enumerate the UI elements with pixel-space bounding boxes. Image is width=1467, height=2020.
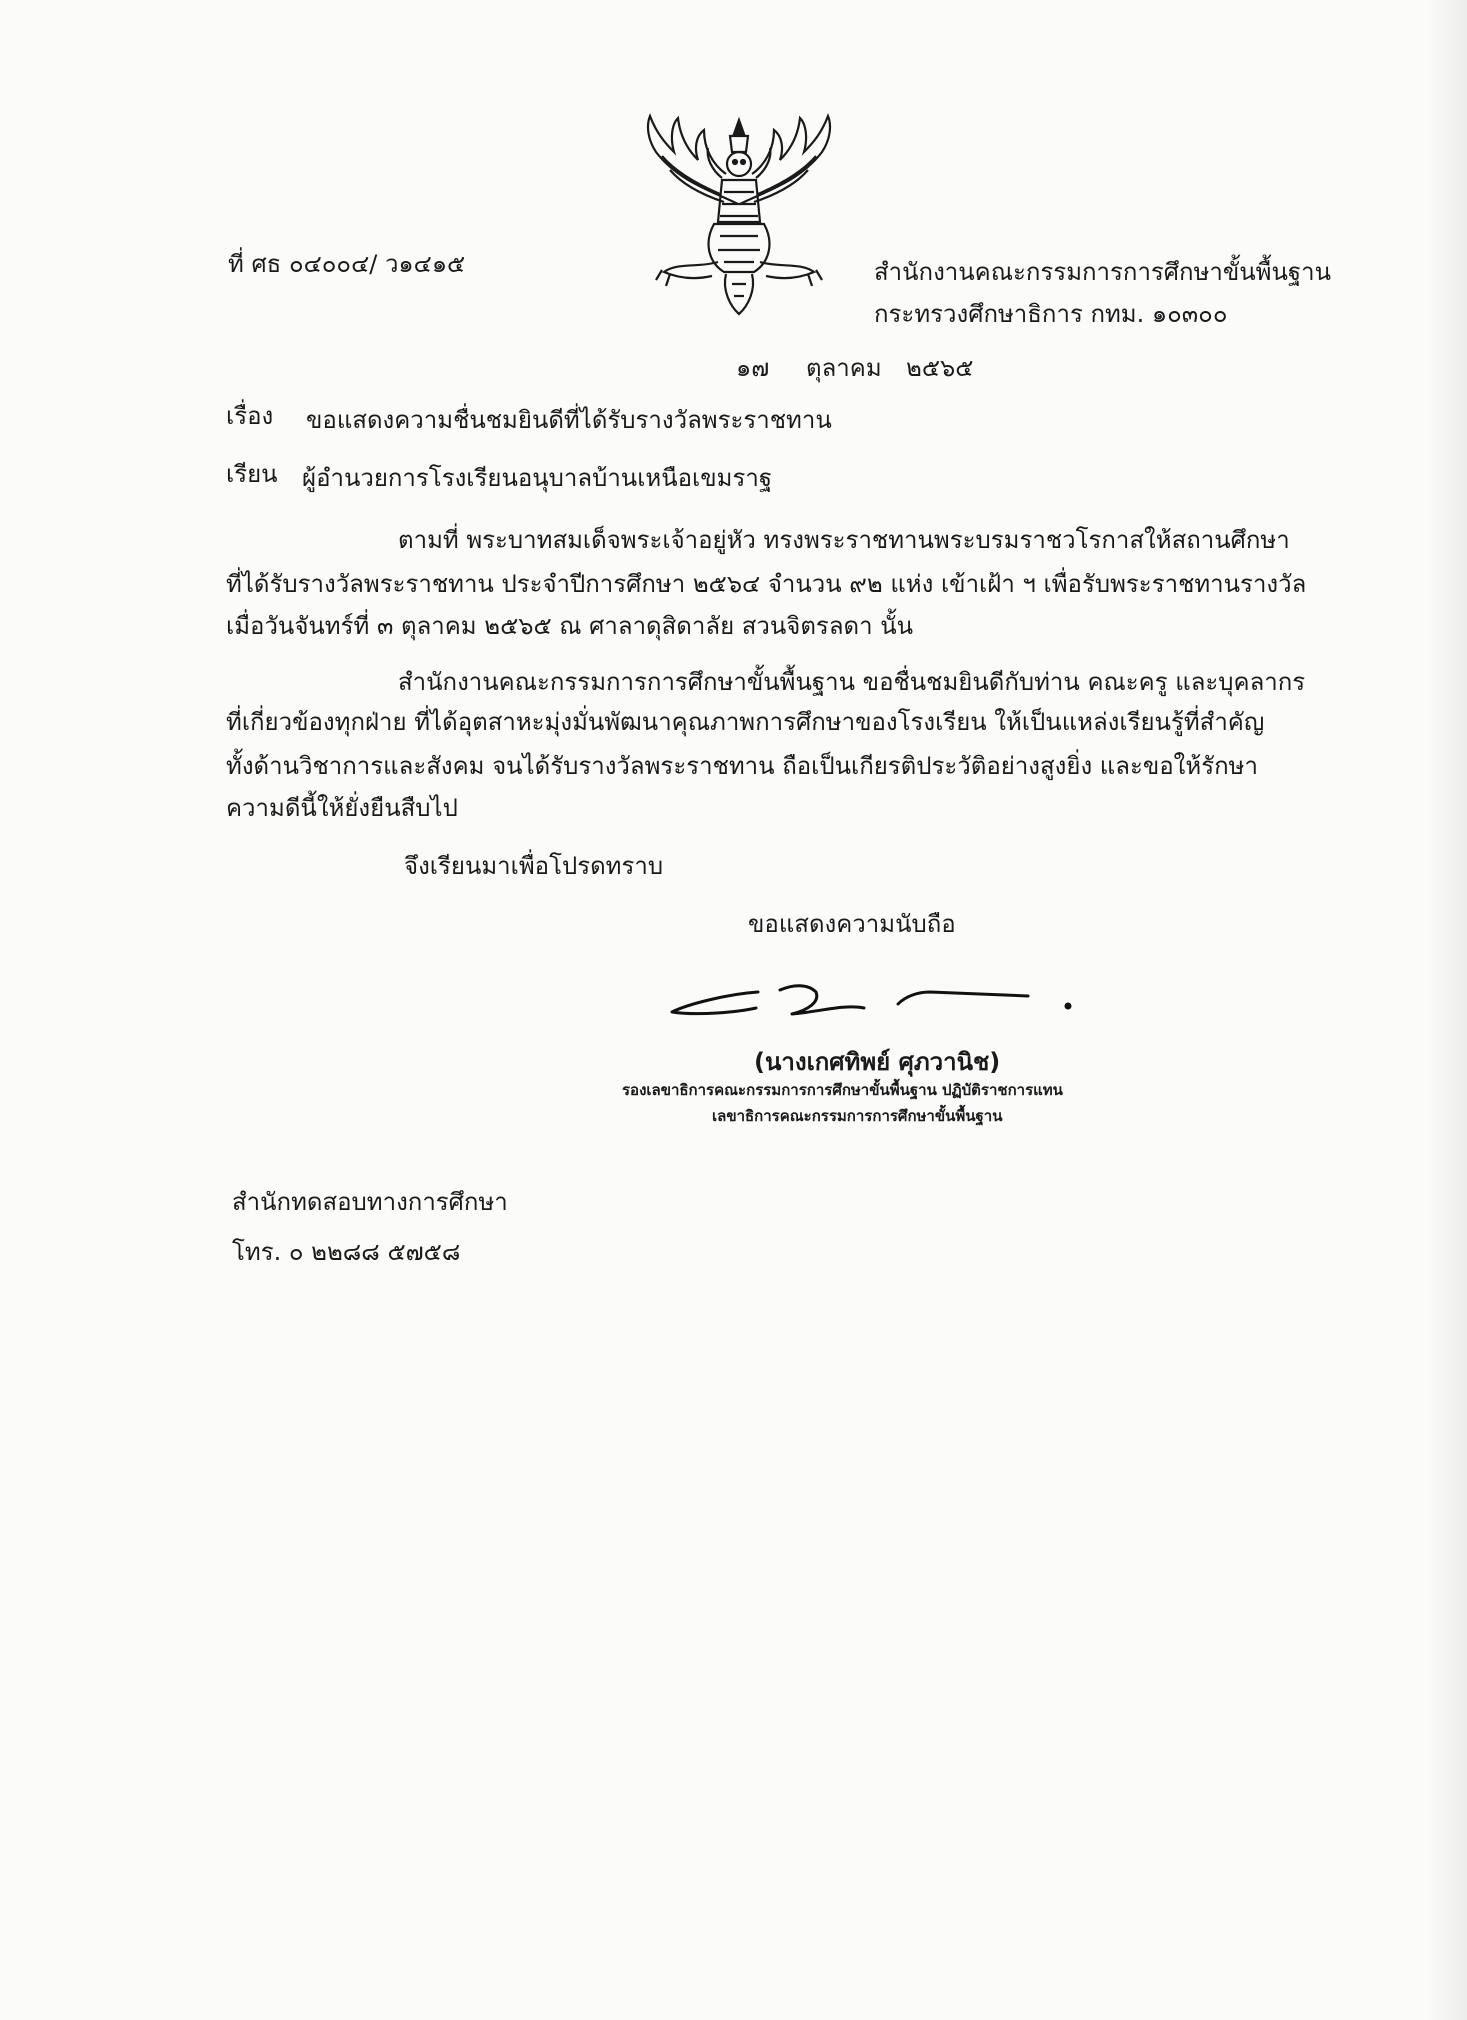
date-year: ๒๕๖๕	[906, 354, 974, 382]
paragraph-line: เมื่อวันจันทร์ที่ ๓ ตุลาคม ๒๕๖๕ ณ ศาลาดุสิดาลัย สวนจิตรลดา นั้น	[226, 612, 914, 640]
subject-text: ขอแสดงความชื่นชมยินดีที่ได้รับรางวัลพระราชทาน	[306, 406, 832, 434]
handwritten-signature	[668, 962, 1088, 1032]
recipient-label: เรียน	[226, 460, 278, 488]
paragraph-line: ตามที่ พระบาทสมเด็จพระเจ้าอยู่หัว ทรงพระราชทานพระบรมราชวโรกาสให้สถานศึกษา	[398, 526, 1290, 554]
paragraph-line: ที่เกี่ยวข้องทุกฝ่าย ที่ได้อุตสาหะมุ่งมั่นพัฒนาคุณภาพการศึกษาของโรงเรียน ให้เป็นแหล่งเรียนรู้ที่สำคัญ	[226, 708, 1265, 736]
page-edge-shadow	[1427, 0, 1467, 2020]
sender-office: สำนักงานคณะกรรมการการศึกษาขั้นพื้นฐาน	[874, 258, 1332, 286]
contact-phone: โทร. ๐ ๒๒๘๘ ๕๗๕๘	[232, 1238, 461, 1266]
recipient-text: ผู้อำนวยการโรงเรียนอนุบาลบ้านเหนือเขมราฐ	[302, 464, 773, 492]
sender-address: กระทรวงศึกษาธิการ กทม. ๑๐๓๐๐	[874, 300, 1228, 328]
closing-request: จึงเรียนมาเพื่อโปรดทราบ	[404, 852, 664, 880]
contact-office: สำนักทดสอบทางการศึกษา	[232, 1188, 508, 1216]
date-day: ๑๗	[736, 354, 770, 382]
signatory-title-acting-for: เลขาธิการคณะกรรมการการศึกษาขั้นพื้นฐาน	[712, 1107, 1003, 1125]
garuda-emblem-icon	[634, 112, 844, 318]
document-number: ที่ ศธ ๐๔๐๐๔/ ว๑๔๑๕	[228, 250, 466, 278]
subject-label: เรื่อง	[226, 402, 274, 430]
date-month: ตุลาคม	[806, 354, 882, 382]
signatory-title: รองเลขาธิการคณะกรรมการการศึกษาขั้นพื้นฐาน ปฏิบัติราชการแทน	[622, 1081, 1063, 1099]
paragraph-line: ความดีนี้ให้ยั่งยืนสืบไป	[226, 794, 458, 822]
paragraph-line: สำนักงานคณะกรรมการการศึกษาขั้นพื้นฐาน ขอชื่นชมยินดีกับท่าน คณะครู และบุคลากร	[398, 668, 1306, 696]
closing-salutation: ขอแสดงความนับถือ	[748, 910, 956, 938]
paragraph-line: ทั้งด้านวิชาการและสังคม จนได้รับรางวัลพระราชทาน ถือเป็นเกียรติประวัติอย่างสูงยิ่ง และขอให้รักษา	[226, 752, 1258, 780]
paragraph-line: ที่ได้รับรางวัลพระราชทาน ประจำปีการศึกษา ๒๕๖๔ จำนวน ๙๒ แห่ง เข้าเฝ้า ฯ เพื่อรับพระราชทานรางวัล	[226, 570, 1307, 598]
signatory-name: (นางเกศทิพย์ ศุภวานิช)	[754, 1048, 1001, 1076]
